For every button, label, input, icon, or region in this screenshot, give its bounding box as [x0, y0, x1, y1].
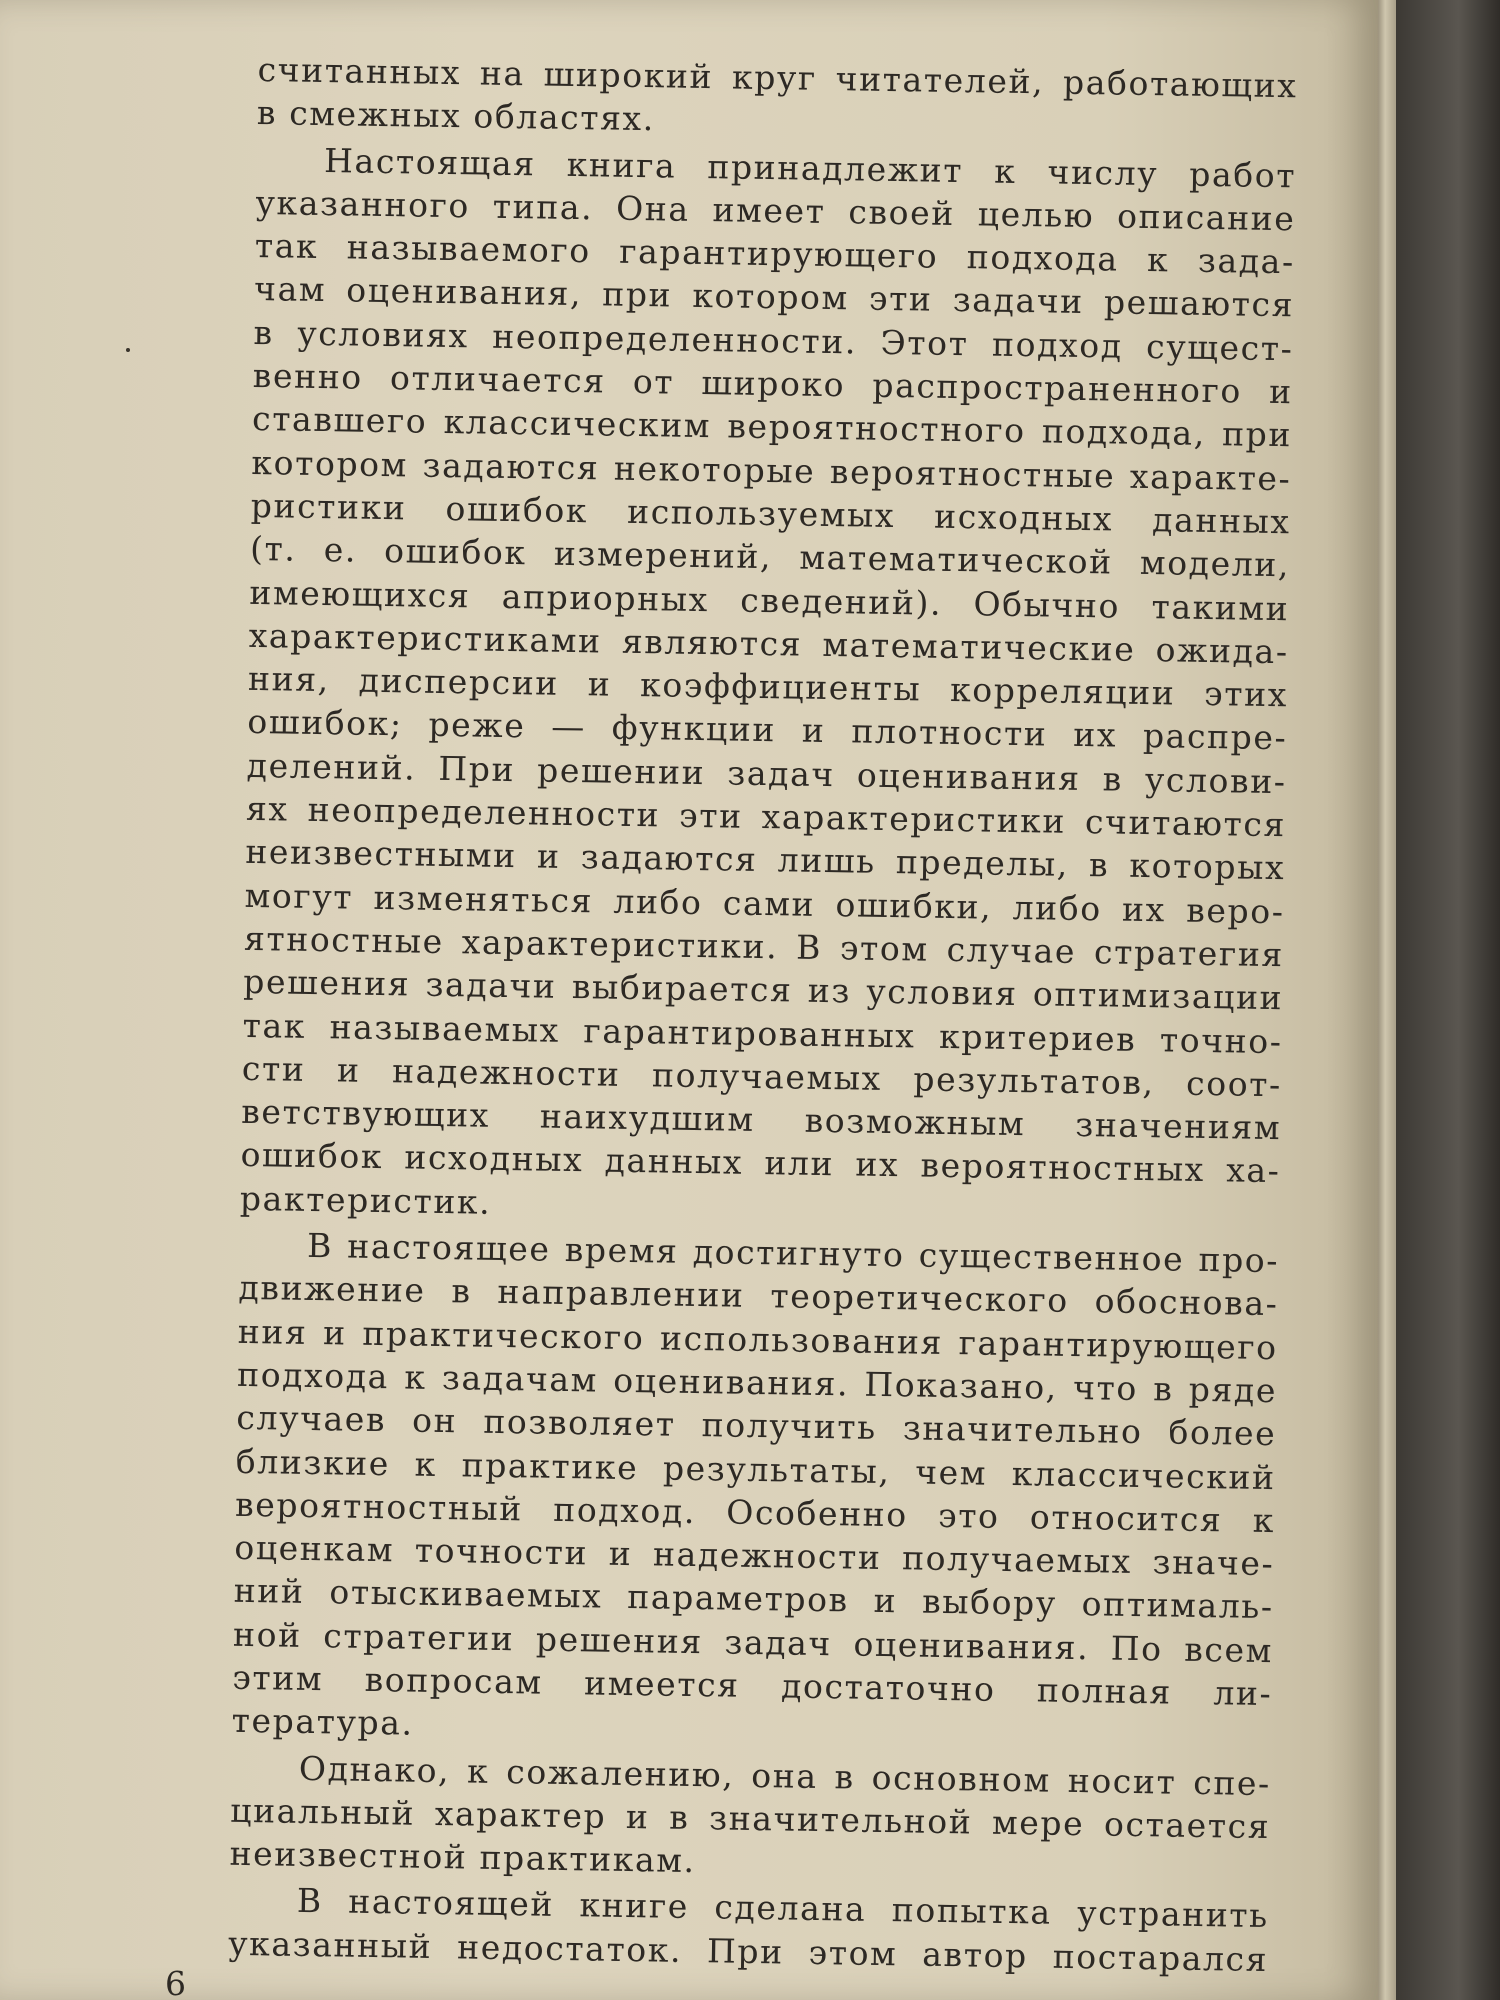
text-line: указанного типа. Она имеет своей целью описание [255, 182, 1296, 239]
text-line: котором задаются некоторые вероятностные характе- [251, 442, 1292, 498]
text-line: подхода к задачам оценивания. Показано, что в ряде [236, 1354, 1278, 1411]
text-line: ставшего классическим вероятностного подхода, при [251, 399, 1293, 455]
text-line: венно отличается от широко распространенного и [252, 356, 1294, 412]
text-line: ния и практического использования гарантирующего [237, 1311, 1279, 1367]
text-line: ний отыскиваемых параметров и выбору оптималь- [233, 1571, 1274, 1627]
text-line: ошибок; реже — функции и плотности их распре- [247, 702, 1288, 758]
page-number: 6 [165, 1964, 186, 2000]
page-text [228, 48, 1298, 1984]
text-line: делений. При решении задач оценивания в услови- [246, 745, 1287, 801]
text-line: имеющихся априорных сведений). Обычно такими [249, 572, 1290, 628]
text-line: близкие к практике результаты, чем классический [235, 1441, 1276, 1497]
text-line: циальный характер и в значительной мере остается [230, 1790, 1271, 1846]
text-line: случаев он позволяет получить значительно более [236, 1398, 1277, 1454]
paragraph-1 [257, 48, 1298, 151]
text-line: ристики ошибок используемых исходных данных [250, 485, 1291, 542]
text-line: указанный недостаток. При этом автор постарался [227, 1923, 1269, 1979]
underlying-pages [1396, 0, 1500, 2000]
text-line: ния, дисперсии и коэффициенты корреляции этих [247, 659, 1289, 715]
text-line: ях неопределенности эти характеристики считаются [245, 788, 1287, 845]
text-line: решения задачи выбирается из условия оптимизации [243, 962, 1284, 1018]
text-line: рактеристик. [239, 1178, 492, 1222]
text-line: могут изменяться либо сами ошибки, либо их веро- [244, 875, 1285, 931]
text-line: В настоящее время достигнуто существенное про- [306, 1225, 1280, 1281]
page-edge [1378, 0, 1396, 2000]
text-line: ветствующих наихудшим возможным значениям [240, 1091, 1282, 1148]
text-line: оценкам точности и надежности получаемых значе- [234, 1527, 1275, 1584]
paper-speck [126, 348, 130, 352]
text-line: так называемых гарантированных критериев точно- [242, 1005, 1283, 1061]
paragraph-5 [228, 1878, 1269, 1981]
text-line: ятностные характеристики. В этом случае стратегия [243, 918, 1285, 975]
text-line: движение в направлении теоретического обоснова- [238, 1268, 1279, 1324]
text-line: тература. [231, 1701, 414, 1743]
paragraph-3 [231, 1223, 1279, 1759]
text-line: характеристиками являются математические ожида- [248, 615, 1289, 672]
text-line: этим вопросам имеется достаточно полная ли- [232, 1657, 1273, 1714]
text-line: сти и надежности получаемых результатов, соот- [241, 1048, 1283, 1105]
text-line: ной стратегии решения задач оценивания. По всем [232, 1614, 1274, 1670]
text-line: неизвестной практикам. [229, 1833, 696, 1881]
text-line: так называемого гарантирующего подхода к зада- [254, 226, 1296, 282]
text-line: Настоящая книга принадлежит к числу работ [323, 140, 1297, 195]
text-line: (т. е. ошибок измерений, математической модели, [249, 529, 1291, 585]
text-line: в условиях неопределенности. Этот подход сущест- [253, 312, 1294, 369]
paragraph-2 [240, 138, 1297, 1237]
text-line: в смежных областях. [256, 93, 656, 139]
text-line: ошибок исходных данных или их вероятностных ха- [240, 1135, 1281, 1191]
text-line: неизвестными и задаются лишь пределы, в которых [245, 832, 1286, 888]
text-line: Однако, к сожалению, она в основном носит спе- [298, 1748, 1272, 1803]
paragraph-4 [229, 1745, 1271, 1891]
text-line: В настоящей книге сделана попытка устранить [296, 1881, 1270, 1936]
text-line: чам оценивания, при котором эти задачи решаются [253, 269, 1295, 325]
text-line: вероятностный подход. Особенно это относится к [234, 1484, 1276, 1540]
text-line: считанных на широкий круг читателей, работающих [257, 49, 1298, 106]
